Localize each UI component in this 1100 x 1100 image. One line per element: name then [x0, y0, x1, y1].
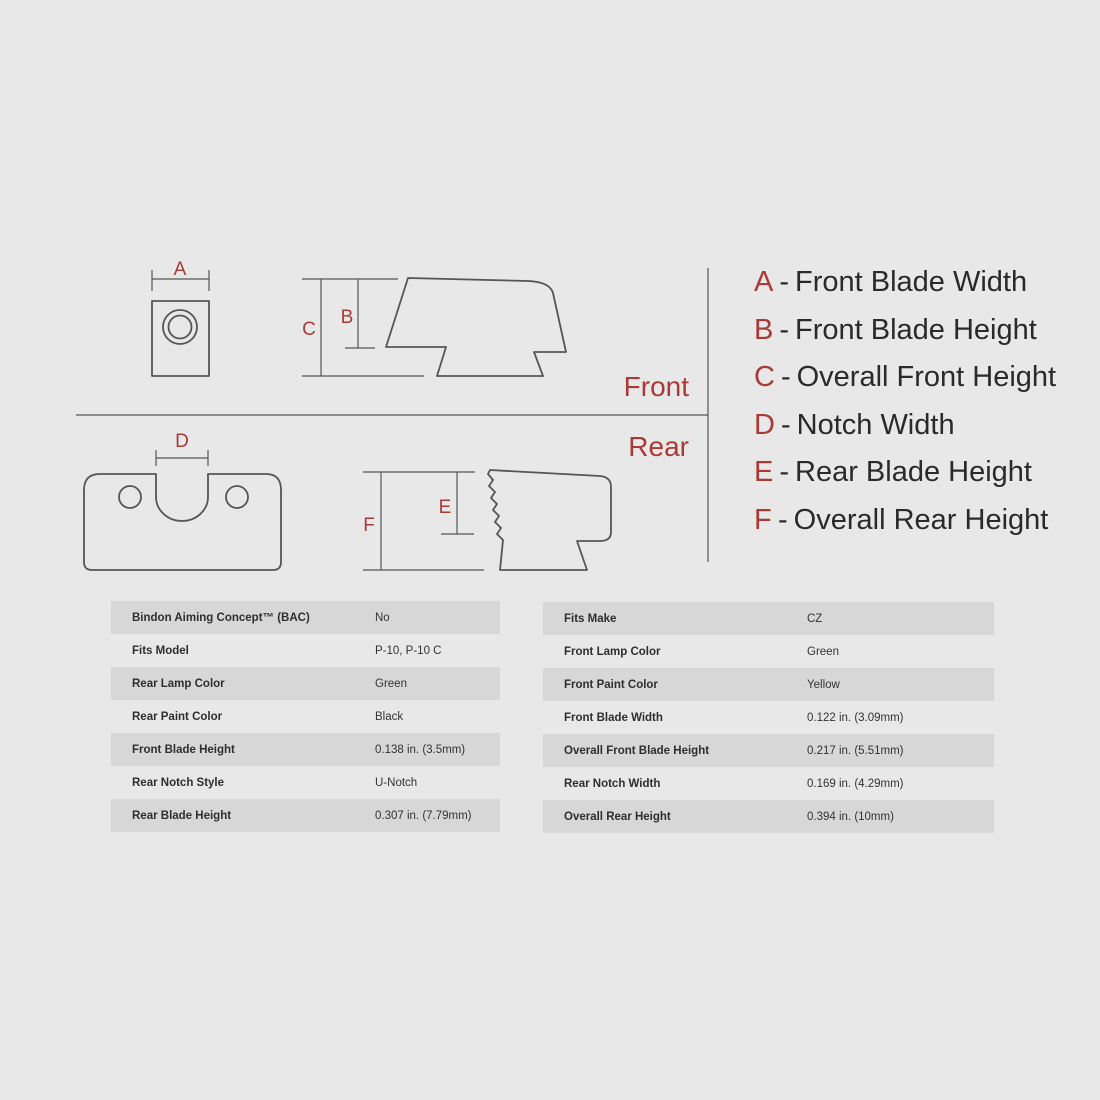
table-row — [543, 767, 994, 800]
spec-label: Overall Rear Height — [543, 800, 786, 833]
rear-sight-side-profile — [488, 470, 611, 570]
dim-label-e: E — [438, 497, 452, 518]
table-row — [543, 800, 994, 833]
legend-item-c: C - Overall Front Height — [754, 357, 1056, 405]
spec-label: Overall Front Blade Height — [543, 734, 786, 767]
table-row — [543, 734, 994, 767]
table-row — [111, 700, 500, 733]
table-row — [111, 733, 500, 766]
table-row — [543, 701, 994, 734]
legend-text: Rear Blade Height — [795, 456, 1032, 488]
front-sight-side-profile — [386, 278, 566, 376]
spec-label: Rear Notch Style — [132, 776, 225, 789]
dimension-bc-lines — [302, 279, 424, 376]
front-sight-end-view — [152, 301, 209, 376]
spec-label: Fits Make — [543, 602, 786, 635]
spec-label: Bindon Aiming Concept™ (BAC) — [111, 601, 354, 634]
spec-value: P-10, P-10 C — [375, 644, 442, 657]
legend-letter: E — [754, 456, 774, 488]
spec-label: Front Lamp Color — [564, 645, 661, 658]
legend-item-b: B - Front Blade Height — [754, 310, 1056, 358]
legend-item-e: E - Rear Blade Height — [754, 452, 1056, 500]
legend-text: Overall Front Height — [796, 361, 1057, 393]
legend-letter: C — [754, 361, 775, 393]
legend-item-a: A - Front Blade Width — [754, 262, 1056, 310]
dim-label-d: D — [175, 431, 189, 452]
spec-value: 0.394 in. (10mm) — [786, 800, 994, 833]
legend-text: Front Blade Height — [795, 313, 1037, 346]
spec-value: 0.169 in. (4.29mm) — [807, 777, 904, 790]
legend-letter: D — [754, 408, 775, 441]
spec-value: Green — [807, 645, 839, 658]
table-row — [543, 635, 994, 668]
spec-label: Fits Model — [132, 644, 189, 657]
table-row — [543, 668, 994, 701]
spec-value: 0.217 in. (5.51mm) — [786, 734, 994, 767]
table-row — [111, 667, 500, 700]
spec-value: 0.307 in. (7.79mm) — [354, 799, 500, 832]
spec-value: No — [354, 601, 500, 634]
legend-letter: A — [754, 266, 774, 298]
dim-label-c: C — [302, 319, 316, 340]
legend-item-f: F - Overall Rear Height — [754, 500, 1056, 548]
dimension-ef-lines — [363, 472, 484, 570]
table-row — [111, 799, 500, 832]
spec-value: Green — [354, 667, 500, 700]
legend-text: Front Blade Width — [795, 266, 1028, 298]
spec-table-right — [543, 602, 994, 833]
section-label-front: Front — [623, 371, 689, 402]
table-row — [111, 601, 500, 634]
spec-value: U-Notch — [375, 776, 418, 789]
spec-label: Front Paint Color — [543, 668, 786, 701]
table-row — [543, 602, 994, 635]
dimension-d-lines — [156, 450, 208, 466]
legend-item-d: D - Notch Width — [754, 405, 1056, 453]
rear-sight-end-view — [84, 474, 281, 570]
dim-label-a: A — [173, 259, 187, 280]
spec-label: Front Blade Height — [111, 733, 354, 766]
legend-letter: B — [754, 313, 774, 346]
spec-value: Yellow — [786, 668, 994, 701]
spec-label: Front Blade Width — [564, 711, 663, 724]
spec-label: Rear Notch Width — [564, 777, 661, 790]
section-label-rear: Rear — [628, 431, 689, 462]
spec-value: Black — [375, 710, 404, 723]
spec-label: Rear Blade Height — [111, 799, 354, 832]
dim-label-f: F — [363, 515, 375, 536]
legend-text: Notch Width — [796, 408, 955, 441]
spec-label: Rear Paint Color — [132, 710, 223, 723]
spec-value: CZ — [786, 602, 994, 635]
legend-letter: F — [754, 503, 772, 536]
spec-value: 0.138 in. (3.5mm) — [354, 733, 500, 766]
spec-value: 0.122 in. (3.09mm) — [807, 711, 904, 724]
table-row — [111, 766, 500, 799]
spec-label: Rear Lamp Color — [111, 667, 354, 700]
table-row — [111, 634, 500, 667]
dim-label-b: B — [340, 307, 354, 328]
dimension-legend — [754, 262, 1056, 547]
spec-table-left — [111, 601, 500, 832]
legend-text: Overall Rear Height — [793, 503, 1049, 536]
